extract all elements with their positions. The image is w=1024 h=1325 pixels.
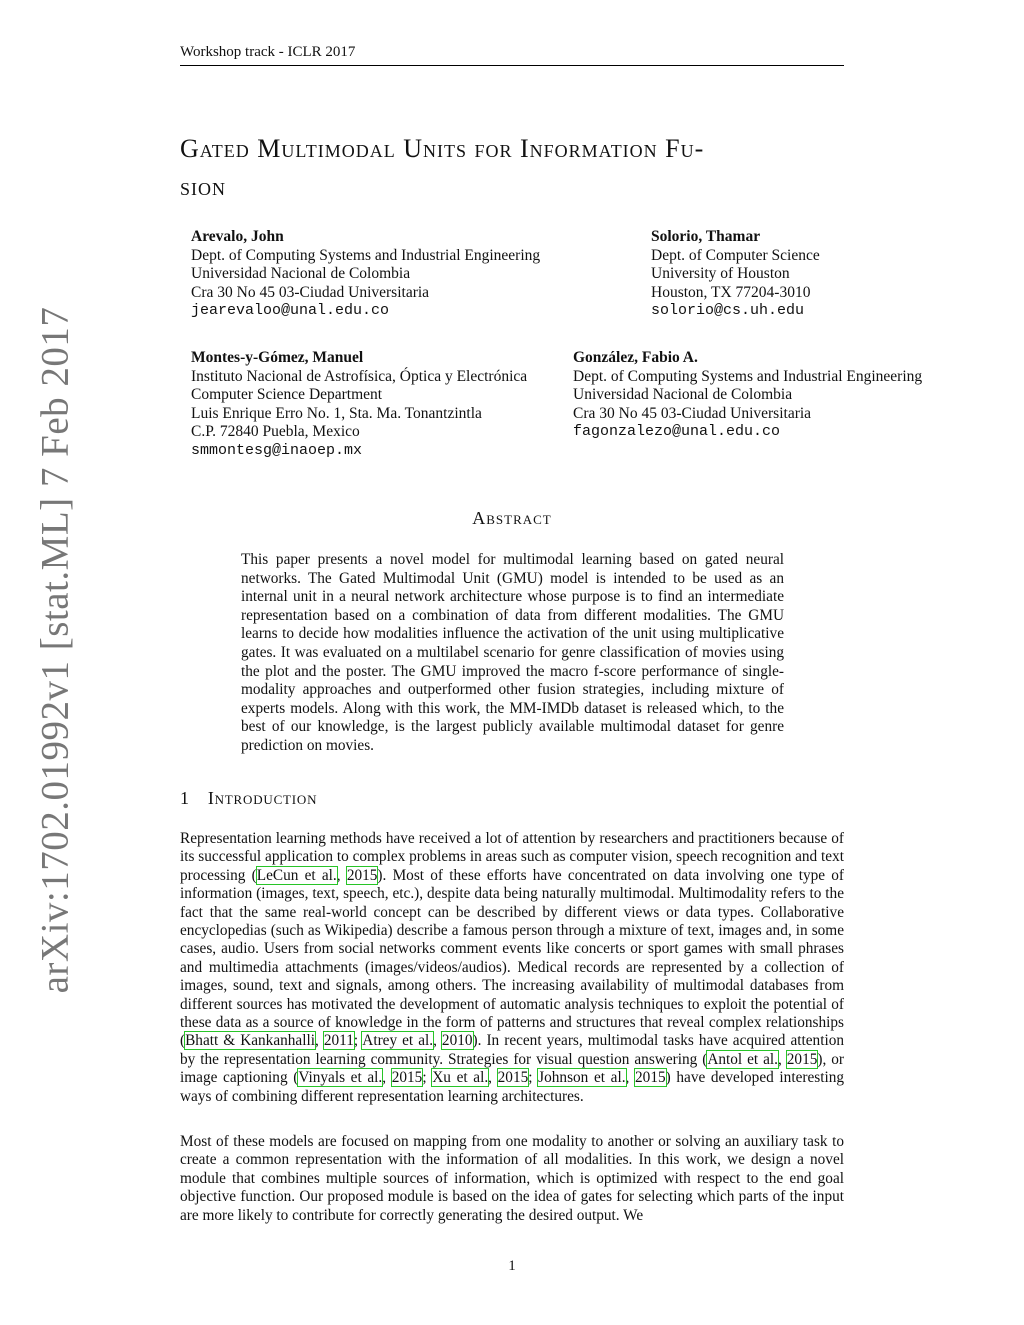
title-line-2: sion bbox=[180, 172, 227, 201]
author-affiliation-line: Cra 30 No 45 03-Ciudad Universitaria bbox=[573, 404, 812, 422]
citation-link[interactable]: Xu et al. bbox=[432, 1069, 489, 1087]
author-email[interactable]: jearevaloo@unal.edu.co bbox=[191, 302, 390, 320]
citation-link[interactable]: 2010 bbox=[441, 1032, 473, 1050]
citation-link[interactable]: 2015 bbox=[497, 1069, 529, 1087]
author-block-montes bbox=[191, 349, 527, 461]
text-run: ; bbox=[422, 1069, 433, 1087]
author-name: Arevalo, John bbox=[191, 228, 284, 245]
text-run: ). Most of these efforts have concentrated on data involving one type of information (images, text, speech, etc.), despite data being naturally multimodal. Multimodality refers to the fact that the same real-world concept can be described by different views or data types. Collaborative encyclopedias (such as Wikipedia) describe a famous person through a mixture of text, images and, in some cases, audio. Users from social networks comment events like concerts or sport games with small phrases and multimedia attachments (images/videos/audios). Medical records are represented by a collection of images, sound, text and signals, among others. The increasing availability of multimodal databases from different sources has motivated the development of automatic analysis techniques to exploit the potential of these data as a source of knowledge in the form of patterns and structures that reveal complex relationships ( bbox=[180, 866, 845, 1050]
citation-link[interactable]: Vinyals et al. bbox=[298, 1069, 383, 1087]
author-affiliation-line: Computer Science Department bbox=[191, 386, 383, 404]
author-name: Montes-y-Gómez, Manuel bbox=[191, 349, 364, 366]
author-affiliation-line: Dept. of Computing Systems and Industrial Engineering bbox=[573, 367, 923, 385]
author-email[interactable]: fagonzalezo@unal.edu.co bbox=[573, 423, 781, 441]
text-run: , bbox=[488, 1069, 498, 1087]
text-run: ). In recent years, multimodal tasks have acquired attention by the representation learning community. Strategies for visual question answering ( bbox=[180, 1032, 844, 1068]
citation-link[interactable]: 2015 bbox=[635, 1069, 666, 1087]
author-affiliation-line: Universidad Nacional de Colombia bbox=[573, 386, 793, 404]
author-affiliation-line: Cra 30 No 45 03-Ciudad Universitaria bbox=[191, 283, 430, 301]
text-run: , bbox=[625, 1069, 636, 1087]
author-email[interactable]: solorio@cs.uh.edu bbox=[651, 302, 805, 320]
page-number: 1 bbox=[508, 1258, 516, 1274]
text-run: ; bbox=[528, 1069, 539, 1087]
citation-link[interactable]: Atrey et al. bbox=[362, 1032, 434, 1050]
citation-link[interactable]: 2011 bbox=[323, 1032, 354, 1050]
author-name: González, Fabio A. bbox=[573, 349, 698, 366]
text-run: , bbox=[336, 866, 347, 884]
author-affiliation-line: C.P. 72840 Puebla, Mexico bbox=[191, 423, 360, 441]
citation-link[interactable]: Bhatt & Kankanhalli bbox=[185, 1032, 315, 1050]
author-affiliation-line: Luis Enrique Erro No. 1, Sta. Ma. Tonantzintla bbox=[191, 404, 482, 422]
citation-link[interactable]: LeCun et al. bbox=[256, 866, 337, 884]
author-affiliation-line: Dept. of Computer Science bbox=[651, 246, 820, 264]
author-affiliation-line: Dept. of Computing Systems and Industrial Engineering bbox=[191, 246, 541, 264]
text-run: , bbox=[777, 1050, 787, 1068]
author-affiliation-line: Houston, TX 77204-3010 bbox=[651, 283, 811, 301]
section-heading-introduction bbox=[180, 788, 317, 809]
abstract-heading: Abstract bbox=[472, 508, 552, 528]
intro-paragraph-2: Most of these models are focused on mapping from one modality to another or solving an auxiliary task to create a common representation with the information of all modalities. In this work, we design a novel module that combines multiple sources of information, which is optimized with respect to the end goal objective function. Our proposed module is based on the idea of gates for selecting which parts of the input are more likely to contribute for correctly generating the desired output. We bbox=[180, 1133, 844, 1224]
text-run: , bbox=[433, 1032, 442, 1050]
author-block-arevalo bbox=[191, 228, 540, 321]
text-run: ; bbox=[353, 1032, 363, 1050]
text-run: Representation learning methods have received a lot of attention by researchers and practitioners because of its successful application to complex problems in areas such as computer vision, speech recognition and text processing ( bbox=[180, 830, 844, 884]
text-run: , bbox=[314, 1032, 324, 1050]
text-run: ) have developed interesting ways of combining different representation learning architectures. bbox=[180, 1069, 844, 1105]
author-affiliation-line: Universidad Nacional de Colombia bbox=[191, 265, 411, 283]
running-header: Workshop track - ICLR 2017 bbox=[180, 44, 844, 66]
text-run: , bbox=[382, 1069, 392, 1087]
author-name: Solorio, Thamar bbox=[651, 228, 761, 245]
intro-paragraph-1 bbox=[180, 830, 844, 1106]
author-block-solorio bbox=[651, 228, 820, 321]
citation-link[interactable]: 2015 bbox=[391, 1069, 423, 1087]
citation-link[interactable]: Antol et al. bbox=[707, 1050, 778, 1068]
arxiv-identifier-stamp[interactable]: arXiv:1702.01992v1 [stat.ML] 7 Feb 2017 bbox=[33, 306, 77, 994]
author-affiliation-line: University of Houston bbox=[651, 265, 790, 283]
author-affiliation-line: Instituto Nacional de Astrofísica, Óptica y Electrónica bbox=[191, 367, 528, 385]
title-line-1: Gated Multimodal Units for Information Fu- bbox=[180, 134, 705, 163]
paper-title bbox=[180, 130, 860, 206]
author-block-gonzalez bbox=[573, 349, 922, 442]
citation-link[interactable]: 2015 bbox=[346, 866, 378, 884]
section-number: 1 bbox=[180, 788, 190, 808]
abstract-body: This paper presents a novel model for multimodal learning based on gated neural networks. The Gated Multimodal Unit (GMU) model is intended to be used as an internal unit in a neural network architecture whose purpose is to find an intermediate representation based on a combination of data from different modalities. The GMU learns to decide how modalities influence the activation of the unit using multiplicative gates. It was evaluated on a multilabel scenario for genre classification of movies using the plot and the poster. The GMU improved the macro f-score performance of single-modality approaches and outperformed other fusion strategies, including mixture of experts models. Along with this work, the MM-IMDb dataset is released which, to the best of our knowledge, is the largest publicly available multimodal dataset for genre prediction on movies. bbox=[241, 551, 784, 754]
text-run: ), or image captioning ( bbox=[180, 1050, 844, 1087]
citation-link[interactable]: 2015 bbox=[786, 1050, 818, 1068]
citation-link[interactable]: Johnson et al. bbox=[538, 1069, 626, 1087]
section-title: Introduction bbox=[207, 788, 318, 808]
author-email[interactable]: smmontesg@inaoep.mx bbox=[191, 441, 363, 459]
